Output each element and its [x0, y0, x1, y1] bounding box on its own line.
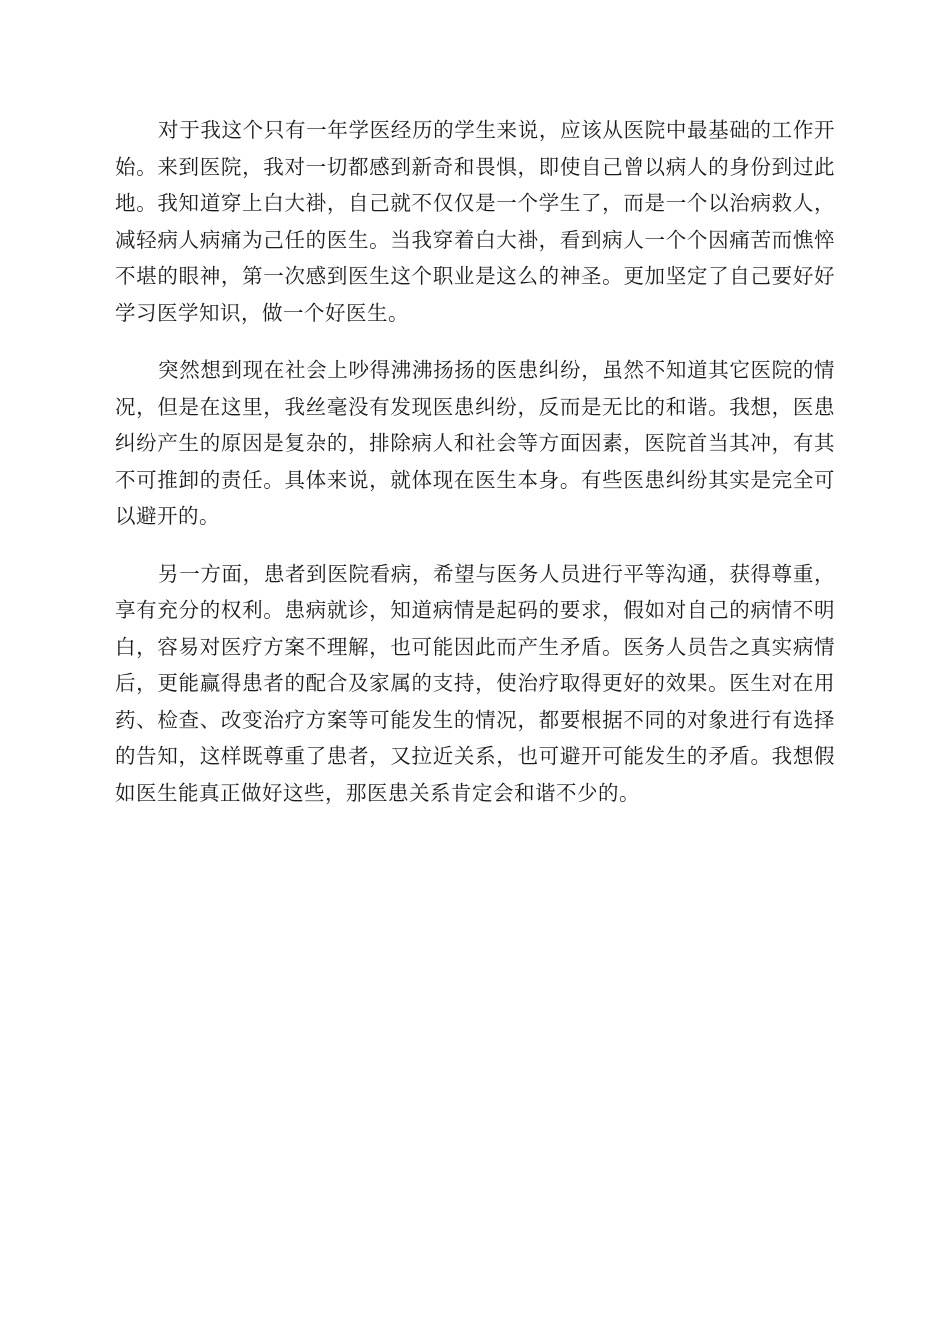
paragraph-1: 对于我这个只有一年学医经历的学生来说，应该从医院中最基础的工作开始。来到医院，我对一切都感到新奇和畏惧，即使自己曾以病人的身份到过此地。我知道穿上白大褂，自己就不仅仅是一个学生了，而是一个以治病救人，减轻病人病痛为己任的医生。当我穿着白大褂，看到病人一个个因痛苦而憔悴不堪的眼神，第一次感到医生这个职业是这么的神圣。更加坚定了自己要好好学习医学知识，做一个好医生。: [115, 118, 835, 325]
document-body: [115, 112, 835, 832]
paragraph-2: 突然想到现在社会上吵得沸沸扬扬的医患纠纷，虽然不知道其它医院的情况，但是在这里，我丝毫没有发现医患纠纷，反而是无比的和谐。我想，医患纠纷产生的原因是复杂的，排除病人和社会等方面因素，医院首当其冲，有其不可推卸的责任。具体来说，就体现在医生本身。有些医患纠纷其实是完全可以避开的。: [115, 358, 835, 528]
paragraph-3: 另一方面，患者到医院看病，希望与医务人员进行平等沟通，获得尊重，享有充分的权利。患病就诊，知道病情是起码的要求，假如对自己的病情不明白，容易对医疗方案不理解，也可能因此而产生矛盾。医务人员告之真实病情后，更能赢得患者的配合及家属的支持，使治疗取得更好的效果。医生对在用药、检查、改变治疗方案等可能发生的情况，都要根据不同的对象进行有选择的告知，这样既尊重了患者，又拉近关系，也可避开可能发生的矛盾。我想假如医生能真正做好这些，那医患关系肯定会和谐不少的。: [115, 561, 835, 805]
